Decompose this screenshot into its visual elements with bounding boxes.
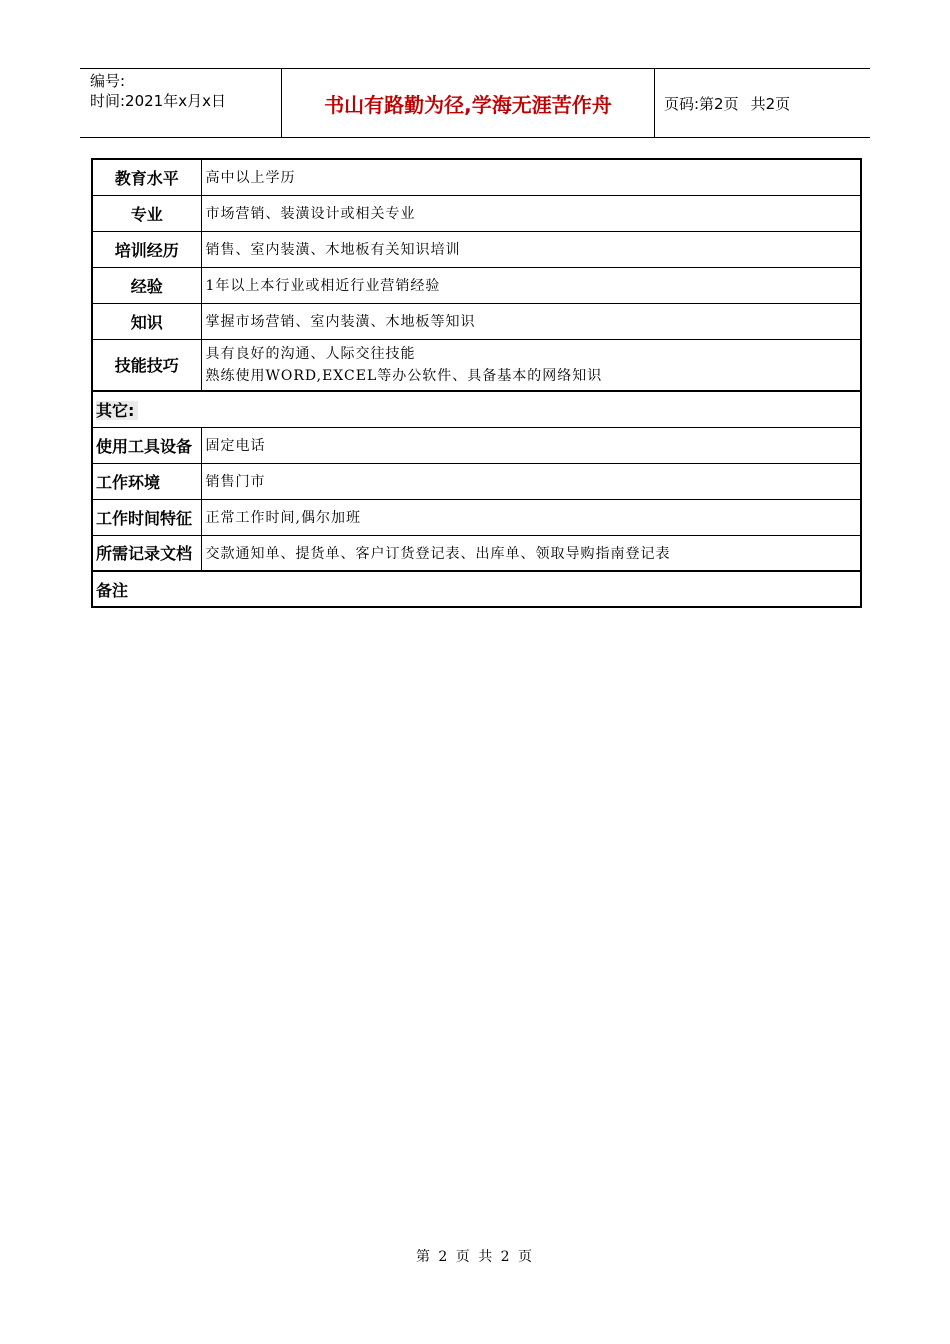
row-value-experience: 1年以上本行业或相近行业营销经验 [201, 267, 861, 303]
page-header [80, 68, 870, 138]
row-value-work-time: 正常工作时间,偶尔加班 [201, 499, 861, 535]
job-spec-table [91, 158, 862, 608]
row-value-tools: 固定电话 [201, 427, 861, 463]
row-value-major: 市场营销、装潢设计或相关专业 [201, 195, 861, 231]
table-row [92, 159, 861, 195]
row-value-skills [201, 339, 861, 391]
row-value-documents: 交款通知单、提货单、客户订货登记表、出库单、领取导购指南登记表 [201, 535, 861, 571]
row-value-education: 高中以上学历 [201, 159, 861, 195]
skills-line-1: 具有良好的沟通、人际交往技能 [205, 345, 416, 362]
table-row [92, 535, 861, 571]
serial-label: 编号: [90, 72, 126, 90]
row-label-environment: 工作环境 [92, 463, 201, 499]
row-label-experience: 经验 [92, 267, 201, 303]
page-footer: 第 2 页 共 2 页 [415, 1249, 535, 1265]
row-value-knowledge: 掌握市场营销、室内装潢、木地板等知识 [201, 303, 861, 339]
remarks-cell [92, 571, 861, 607]
header-motto: 书山有路勤为径,学海无涯苦作舟 [324, 92, 612, 117]
table-row [92, 571, 861, 607]
row-label-education: 教育水平 [92, 159, 201, 195]
table-row [92, 339, 861, 391]
other-section-label: 其它: [96, 401, 138, 420]
table-row [92, 427, 861, 463]
row-value-training: 销售、室内装潢、木地板有关知识培训 [201, 231, 861, 267]
row-label-work-time: 工作时间特征 [92, 499, 201, 535]
other-section-cell [92, 391, 861, 427]
header-left [90, 71, 226, 111]
row-label-knowledge: 知识 [92, 303, 201, 339]
row-label-training: 培训经历 [92, 231, 201, 267]
table-row [92, 303, 861, 339]
table-row [92, 499, 861, 535]
table-row [92, 463, 861, 499]
row-label-tools: 使用工具设备 [92, 427, 201, 463]
row-label-documents: 所需记录文档 [92, 535, 201, 571]
table-row [92, 195, 861, 231]
row-label-major: 专业 [92, 195, 201, 231]
table-row [92, 391, 861, 427]
page-total-label: 共2页 [750, 94, 791, 113]
table-row [92, 267, 861, 303]
time-label: 时间:2021年x月x日 [90, 92, 226, 110]
skills-line-2: 熟练使用WORD,EXCEL等办公软件、具备基本的网络知识 [205, 367, 603, 384]
table-row [92, 231, 861, 267]
remarks-label: 备注 [96, 580, 129, 600]
row-label-skills: 技能技巧 [92, 339, 201, 391]
page-number-label: 页码:第2页 [664, 94, 739, 113]
header-page-info [664, 69, 792, 137]
header-divider-right [654, 69, 655, 137]
row-value-environment: 销售门市 [201, 463, 861, 499]
